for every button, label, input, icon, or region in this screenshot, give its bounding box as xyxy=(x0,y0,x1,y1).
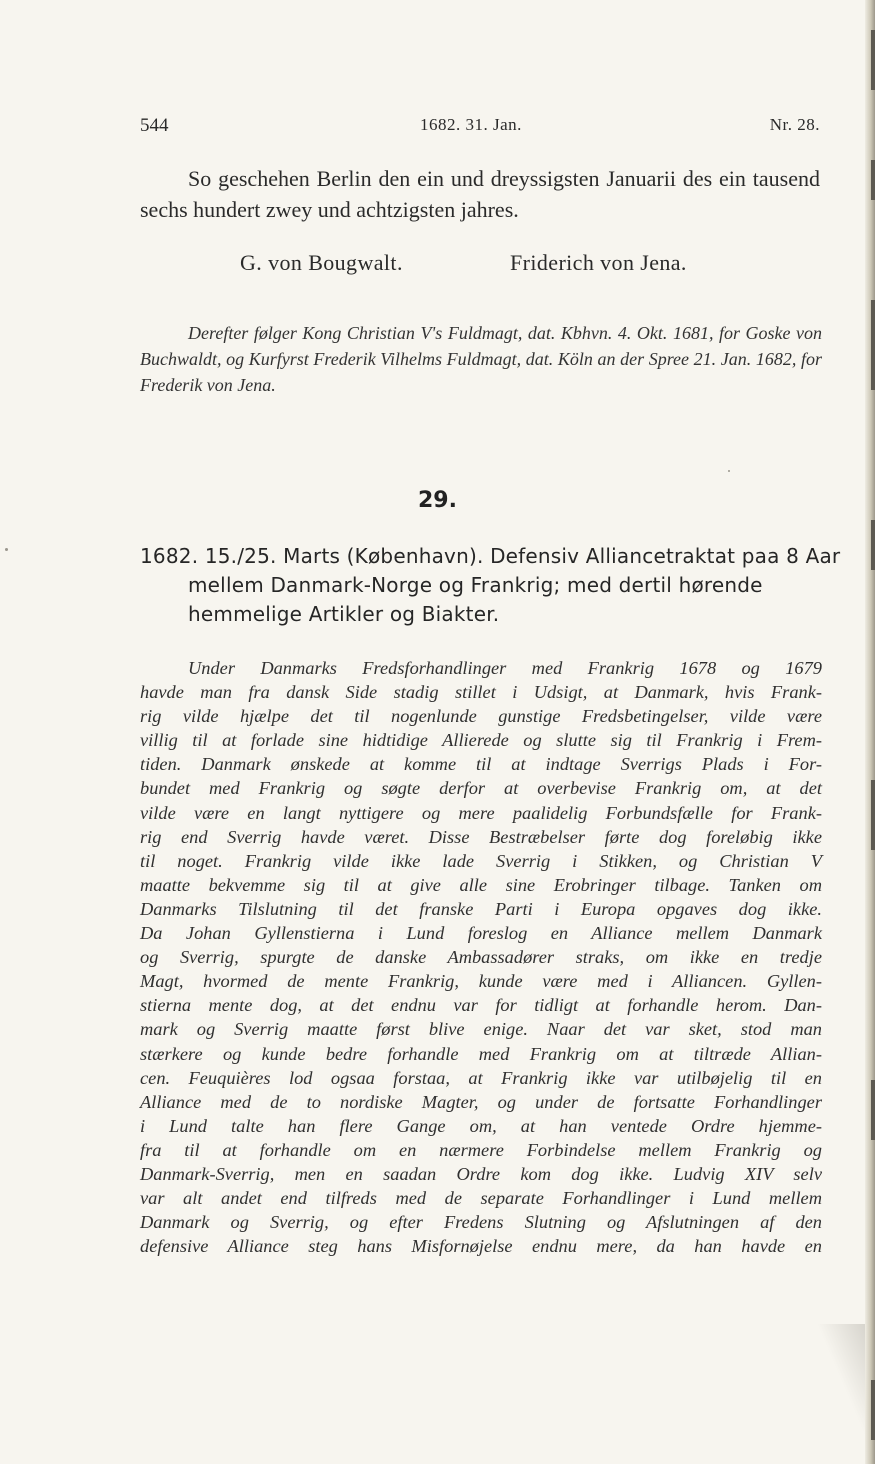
body-line: til noget. Frankrig vilde ikke lade Sverrig i Stikken, og Christian V xyxy=(140,850,822,871)
body-line: cen. Feuquières lod ogsaa forstaa, at Frankrig ikke var utilbøjelig til en xyxy=(140,1067,822,1088)
body-line: og Sverrig, spurgte de danske Ambassadører straks, om ikke en tredje xyxy=(140,947,822,968)
body-line: Danmarks Tilslutning til det franske Parti i Europa opgaves dog ikke. xyxy=(140,898,822,919)
editor-note: Derefter følger Kong Christian V's Fuldmagt, dat. Kbhvn. 4. Okt. 1681, for Goske von Buchwaldt, og Kurfyrst Frederik Vilhelms Fuldmagt, dat. Köln an der Spree 21. Jan. 1682, for Frederik von Jena. xyxy=(140,323,822,395)
body-line: Alliance med de to nordiske Magter, og under de fortsatte Forhandlinger xyxy=(140,1091,822,1112)
edge-mark xyxy=(871,520,875,570)
running-header xyxy=(140,115,820,141)
body-line: Danmark og Sverrig, og efter Fredens Slutning og Afslutningen af den xyxy=(140,1212,822,1233)
body-line: Danmark-Sverrig, men en saadan Ordre kom dog ikke. Ludvig XIV selv xyxy=(140,1163,822,1184)
body-line: fra til at forhandle om en nærmere Forbindelse mellem Frankrig og xyxy=(140,1139,822,1160)
document-number: 29. xyxy=(418,488,457,513)
body-line: mark og Sverrig maatte først blive enige. Naar det var sket, stod man xyxy=(140,1019,822,1040)
document-introduction xyxy=(140,656,822,1258)
body-line: villig til at forlade sine hidtidige Allierede og slutte sig til Frankrig i Frem- xyxy=(140,730,822,751)
body-line: vilde være en langt nyttigere og mere paalidelig Forbundsfælle for Frank- xyxy=(140,802,822,823)
header-date: 1682. 31. Jan. xyxy=(420,115,522,134)
signature-jena: Friderich von Jena. xyxy=(510,250,687,275)
body-line: bundet med Frankrig og søgte derfor at overbevise Frankrig om, at det xyxy=(140,778,822,799)
signature-bougwalt: G. von Bougwalt. xyxy=(240,250,403,275)
edge-mark xyxy=(871,300,875,390)
body-line: tiden. Danmark ønskede at komme til at indtage Sverrigs Plads i For- xyxy=(140,754,822,775)
edge-mark xyxy=(871,780,875,850)
page-edge xyxy=(865,0,875,1464)
german-closing-paragraph: So geschehen Berlin den ein und dreyssigsten Januarii des ein tausend sechs hundert zwey und achtzigsten jahres. xyxy=(140,166,820,222)
document-title: 1682. 15./25. Marts (København). Defensiv Alliancetraktat paa 8 Aar mellem Danmark-Norge og Frankrig; med dertil hørende hemmelige Artikler og Biakter. xyxy=(140,544,841,626)
edge-mark xyxy=(871,1080,875,1140)
body-line: defensive Alliance steg hans Misfornøjelse endnu mere, da han havde en xyxy=(140,1236,822,1257)
page-number: 544 xyxy=(140,115,169,136)
body-line: stærkere og kunde bedre forhandle med Frankrig om at tiltræde Allian- xyxy=(140,1043,822,1064)
page-corner-shadow xyxy=(805,1324,865,1464)
header-document-number: Nr. 28. xyxy=(769,115,820,134)
body-line: rig end Sverrig havde været. Disse Bestræbelser førte dog foreløbig ikke xyxy=(140,826,822,847)
body-line: Da Johan Gyllenstierna i Lund foreslog en Alliance mellem Danmark xyxy=(140,923,822,944)
body-line: maatte bekvemme sig til at give alle sine Erobringer tilbage. Tanken om xyxy=(140,874,822,895)
paper-speck xyxy=(728,470,730,472)
edge-mark xyxy=(871,30,875,90)
edge-mark xyxy=(871,160,875,200)
body-line: stierna mente dog, at det endnu var for tidligt at forhandle herom. Dan- xyxy=(140,995,822,1016)
body-line: Under Danmarks Fredsforhandlinger med Frankrig 1678 og 1679 xyxy=(188,658,822,678)
edge-mark xyxy=(871,1380,875,1440)
body-line: rig vilde hjælpe det til nogenlunde gunstige Fredsbetingelser, vilde være xyxy=(140,706,822,727)
body-line: i Lund talte han flere Gange om, at han ventede Ordre hjemme- xyxy=(140,1115,822,1136)
body-line: Magt, hvormed de mente Frankrig, kunde være med i Alliancen. Gyllen- xyxy=(140,971,822,992)
paper-speck xyxy=(5,548,8,551)
body-line: havde man fra dansk Side stadig stillet i Udsigt, at Danmark, hvis Frank- xyxy=(140,682,822,703)
body-line: var alt andet end tilfreds med de separate Forhandlinger i Lund mellem xyxy=(140,1188,822,1209)
